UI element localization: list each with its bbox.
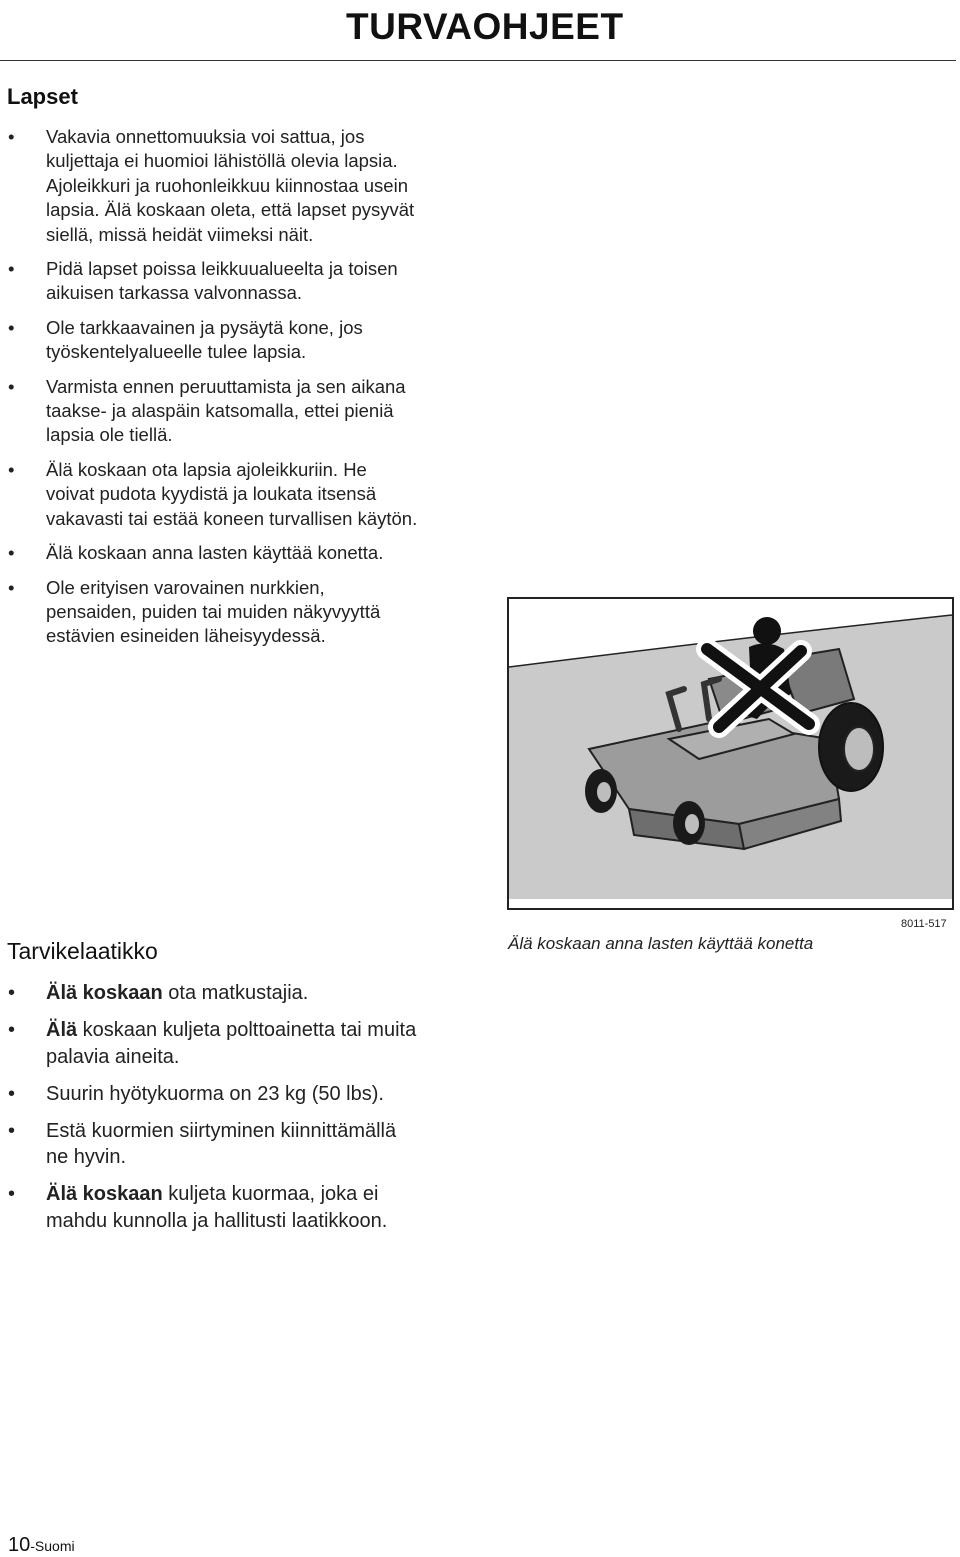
item-text: Pidä lapset poissa leikkuualueelta ja toisen aikuisen tarkassa valvonnassa. — [46, 258, 398, 304]
bullet-icon: • — [8, 126, 15, 147]
item-text: Älä koskaan ota lapsia ajoleikkuriin. He voivat pudota kyydistä ja loukata itsensä vakavasti tai estää koneen turvallisen käytön. — [46, 458, 418, 529]
bullet-icon: • — [8, 982, 16, 1004]
item-text: Ole erityisen varovainen nurkkien, pensaiden, puiden tai muiden näkyvyyttä estävien esineiden läheisyydessä. — [46, 576, 381, 647]
list-item — [0, 257, 420, 306]
item-text: koskaan kuljeta polttoainetta tai muita palavia aineita. — [46, 1019, 417, 1068]
bullet-icon: • — [8, 1019, 16, 1041]
item-text: Älä koskaan anna lasten käyttää konetta. — [46, 542, 384, 564]
bullet-icon: • — [8, 1183, 16, 1205]
bullet-icon: • — [8, 576, 15, 598]
list-item — [0, 316, 420, 365]
child-head — [753, 617, 781, 645]
section-heading-lapset: Lapset — [7, 84, 78, 109]
bullet-icon: • — [8, 375, 15, 397]
list-item — [0, 1081, 420, 1108]
bullet-icon: • — [8, 316, 15, 338]
header-divider — [0, 60, 956, 61]
item-text: ota matkustajia. — [162, 982, 309, 1004]
page-footer — [8, 1534, 75, 1557]
bullet-icon: • — [8, 458, 15, 480]
section-heading-tarvikelaatikko: Tarvikelaatikko — [7, 938, 158, 964]
list-item — [0, 125, 420, 247]
item-text: Suurin hyötykuorma on 23 kg (50 lbs). — [46, 1082, 384, 1105]
bullet-icon: • — [8, 1119, 16, 1142]
figure-code: 8011-517 — [901, 918, 947, 930]
bullet-icon: • — [8, 258, 15, 280]
child-on-mower-illustration — [507, 597, 954, 910]
list-item — [0, 980, 420, 1007]
item-text: Estä kuormien siirtyminen kiinnittämällä ne hyvin. — [46, 1119, 397, 1168]
list-item — [0, 541, 420, 565]
emphasis-text: Älä koskaan — [46, 982, 163, 1004]
bullet-icon: • — [8, 542, 15, 564]
page-title: TURVAOHJEET — [346, 6, 624, 47]
footer-language: -Suomi — [30, 1538, 75, 1554]
list-item — [0, 576, 420, 649]
list-item — [0, 1181, 420, 1234]
page-number: 10 — [8, 1534, 31, 1556]
item-text: Ole tarkkaavainen ja pysäytä kone, jos työskentelyalueelle tulee lapsia. — [46, 316, 363, 363]
tarvikelaatikko-bullet-list — [0, 980, 420, 1245]
list-item — [0, 1017, 420, 1070]
figure-caption: Älä koskaan anna lasten käyttää konetta — [508, 934, 814, 953]
item-text: kuljeta kuormaa, joka ei mahdu kunnolla ja hallitusti laatikkoon. — [46, 1183, 388, 1232]
item-text: Varmista ennen peruuttamista ja sen aikana taakse- ja alaspäin katsomalla, ettei pieniä lapsia ole tiellä. — [46, 375, 406, 446]
item-text: Vakavia onnettomuuksia voi sattua, jos kuljettaja ei huomioi lähistöllä olevia lapsia. Ajoleikkuri ja ruohonleikkuu kiinnostaa usein lapsia. Älä koskaan oleta, että lapset pysyvät siellä, missä heidät viimeksi näit. — [46, 126, 415, 245]
lapset-bullet-list — [0, 125, 420, 659]
list-item — [0, 458, 420, 531]
list-item — [0, 1118, 420, 1171]
bullet-icon: • — [8, 1082, 16, 1105]
emphasis-text: Älä koskaan — [46, 1183, 163, 1205]
emphasis-text: Älä — [46, 1019, 78, 1041]
list-item — [0, 375, 420, 448]
